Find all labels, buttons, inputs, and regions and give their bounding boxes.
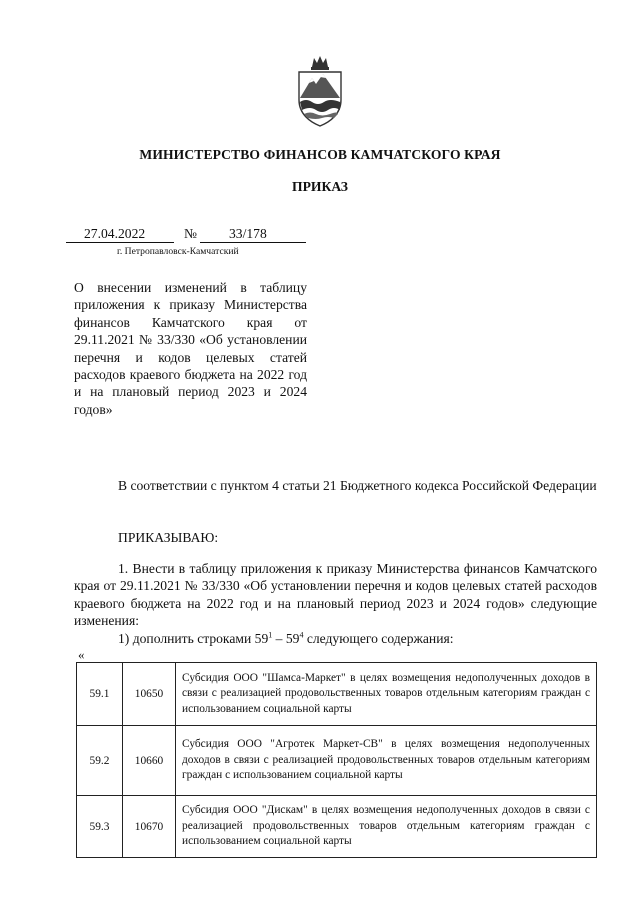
paragraph-basis: В соответствии с пунктом 4 статьи 21 Бюджетного кодекса Российской Федерации <box>118 478 597 493</box>
row-description: Субсидия ООО "Дискам" в целях возмещения недополученных доходов в связи с реализацией продовольственных товаров отдельным категориям граждан с использованием социальной карты <box>176 796 597 858</box>
paragraph-subitem-1 <box>74 630 597 647</box>
date-number-line <box>66 226 306 248</box>
document-type-title: ПРИКАЗ <box>292 179 348 194</box>
coat-of-arms-icon <box>296 54 344 128</box>
table-row <box>77 726 597 796</box>
row-number: 59.3 <box>77 796 123 858</box>
document-subject: О внесении изменений в таблицу приложения к приказу Министерства финансов Камчатского края от 29.11.2021 № 33/330 «Об установлении перечня и кодов целевых статей расходов краевого бюджета на 2022 год и на плановый период 2023 и 2024 годов» <box>74 280 307 417</box>
paragraph-order: ПРИКАЗЫВАЮ: <box>118 530 219 545</box>
table-row <box>77 663 597 726</box>
document-city: г. Петропавловск-Камчатский <box>117 246 239 257</box>
row-description: Субсидия ООО "Шамса-Маркет" в целях возмещения недополученных доходов в связи с реализацией продовольственных товаров отдельным категориям граждан с использованием социальной карты <box>176 663 597 726</box>
number-underline <box>200 242 306 243</box>
number-sign: № <box>184 226 197 241</box>
row-code: 10650 <box>123 663 176 726</box>
row-code: 10660 <box>123 726 176 796</box>
subitem-suffix: следующего содержания: <box>303 631 454 646</box>
row-number: 59.2 <box>77 726 123 796</box>
ministry-heading: МИНИСТЕРСТВО ФИНАНСОВ КАМЧАТСКОГО КРАЯ <box>139 147 501 162</box>
date-underline <box>66 242 174 243</box>
subsidy-table <box>76 662 597 858</box>
paragraph-item-1: 1. Внести в таблицу приложения к приказу Министерства финансов Камчатского края от 29.11.2021 № 33/330 «Об установлении перечня и кодов целевых статей расходов краевого бюджета на 2022 год и на плановый период 2023 и 2024 годов» следующие изменения: <box>74 561 597 629</box>
document-number: 33/178 <box>229 226 267 241</box>
table-row <box>77 796 597 858</box>
row-code: 10670 <box>123 796 176 858</box>
subitem-prefix: 1) дополнить строками 59 <box>118 631 269 646</box>
open-quote: « <box>78 647 85 662</box>
row-number: 59.1 <box>77 663 123 726</box>
subitem-dash: – 59 <box>272 631 300 646</box>
subitem-sup-4: 4 <box>299 630 304 640</box>
subitem-sup-1: 1 <box>268 630 273 640</box>
row-description: Субсидия ООО "Агротек Маркет-СВ" в целях возмещения недополученных доходов в связи с реализацией продовольственных товаров отдельным категориям граждан с использованием социальной карты <box>176 726 597 796</box>
document-date: 27.04.2022 <box>84 226 146 241</box>
